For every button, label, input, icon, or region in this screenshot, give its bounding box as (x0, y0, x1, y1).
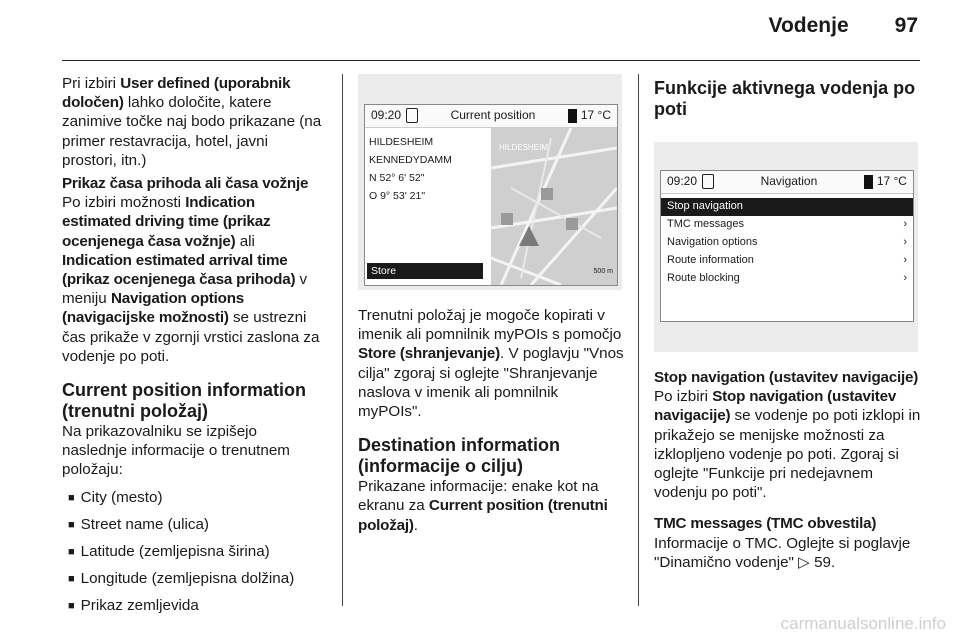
column-divider (638, 74, 639, 606)
screen-title: Current position (450, 108, 536, 123)
list-item: ■ Street name (ulica) (68, 515, 324, 536)
map-scale: 500 m (593, 267, 613, 275)
bullet-list (62, 488, 324, 618)
parking-icon (541, 188, 553, 200)
parking-icon (566, 218, 578, 230)
car-icon (702, 174, 714, 189)
screenshot-current-position (358, 74, 622, 290)
page-title: Vodenje (768, 14, 849, 37)
map-view[interactable] (491, 128, 617, 285)
heading-destination: Destination information (informacije o cilju) (358, 435, 560, 477)
menu-item-stop-navigation[interactable]: Stop navigation (661, 198, 913, 216)
thermometer-icon (864, 175, 873, 189)
latitude-value: N 52° 6' 52" (369, 172, 425, 184)
city-value: HILDESHEIM (369, 136, 434, 148)
screenshot-navigation-menu (654, 142, 918, 352)
heading-active-functions: Funkcije aktivnega vodenja po poti (654, 78, 916, 119)
paragraph-stop-navigation: Po izbiri Stop navigation (ustavitev navigacije) se vodenje po poti izklopi in prikažejo se menijske možnosti za izklopljeno vodenje po poti. Zgoraj si oglejte "Funkcije pri nedejavnem vodenju po poti". (654, 388, 921, 502)
column-middle (358, 74, 624, 535)
page-number: 97 (894, 14, 918, 37)
heading-current-position: Current position information (trenutni položaj) (62, 380, 306, 422)
display-screen (660, 170, 914, 322)
list-item: ■ Latitude (zemljepisna širina) (68, 542, 324, 563)
page-reference-icon: ▷ (798, 553, 810, 571)
column-divider (342, 74, 343, 606)
paragraph-tmc: Informacije o TMC. Oglejte si poglavje "Dinamično vodenje" ▷ 59. (654, 534, 911, 571)
chevron-right-icon: › (903, 272, 907, 285)
map-city-label: HILDESHEIM (499, 143, 548, 152)
menu-item-route-blocking[interactable]: Route blocking › (661, 270, 913, 288)
longitude-value: O 9° 53' 21" (369, 190, 426, 202)
subheading-stop-navigation: Stop navigation (ustavitev navigacije) (654, 369, 919, 386)
paragraph-user-defined: Pri izbiri User defined (uporabnik določen) lahko določite, katere zanimive točke naj bodo prikazane (na primer restavracija, hotel, javni prostori, itn.) (62, 75, 322, 169)
subheading-time: Prikaz časa prihoda ali časa vožnje (62, 175, 309, 193)
status-bar: 09:20 Navigation 17 °C (661, 171, 913, 194)
thermometer-icon (568, 109, 577, 123)
parking-icon (501, 213, 513, 225)
paragraph-destination: Prikazane informacije: enake kot na ekranu za Current position (trenutni položaj). (358, 478, 608, 534)
chevron-right-icon: › (903, 218, 907, 231)
page-header (769, 14, 918, 38)
header-rule (62, 60, 920, 61)
subheading-tmc: TMC messages (TMC obvestila) (654, 515, 877, 533)
car-icon (406, 108, 418, 123)
street-value: KENNEDYDAMM (369, 154, 452, 166)
status-bar: 09:20 Current position 17 °C (365, 105, 617, 128)
store-button[interactable]: Store (367, 263, 483, 279)
menu-item-navigation-options[interactable]: Navigation options › (661, 234, 913, 252)
watermark: carmanualsonline.info (780, 614, 946, 633)
position-info (365, 128, 489, 285)
paragraph-time: Po izbiri možnosti Indication estimated driving time (prikaz ocenjenega časa vožnje) ali Indication estimated arrival time (prikaz ocenjenega časa prihoda) v meniju Navigation options (navigacijske možnosti) se ustrezni čas prikaže v zgornji vrstici zaslona za vodenje po poti. (62, 194, 320, 365)
column-right (654, 74, 922, 572)
chevron-right-icon: › (903, 236, 907, 249)
navigation-menu (661, 194, 913, 288)
chevron-right-icon: › (903, 254, 907, 267)
display-screen (364, 104, 618, 286)
menu-item-route-information[interactable]: Route information › (661, 252, 913, 270)
screen-title: Navigation (760, 174, 818, 189)
menu-item-tmc-messages[interactable]: TMC messages › (661, 216, 913, 234)
column-left (62, 74, 324, 624)
list-item: ■ Prikaz zemljevida (68, 596, 324, 617)
paragraph-current-position: Na prikazovalniku se izpišejo naslednje informacije o trenutnem položaju: (62, 423, 290, 479)
paragraph-store: Trenutni položaj je mogoče kopirati v imenik ali pomnilnik myPOIs s pomočjo Store (shranjevanje). V poglavju "Vnos cilja" zgoraj si oglejte "Shranjevanje naslova v imenik ali pomnilnik myPOIs". (358, 307, 624, 421)
list-item: ■ City (mesto) (68, 488, 324, 509)
list-item: ■ Longitude (zemljepisna dolžina) (68, 569, 324, 590)
